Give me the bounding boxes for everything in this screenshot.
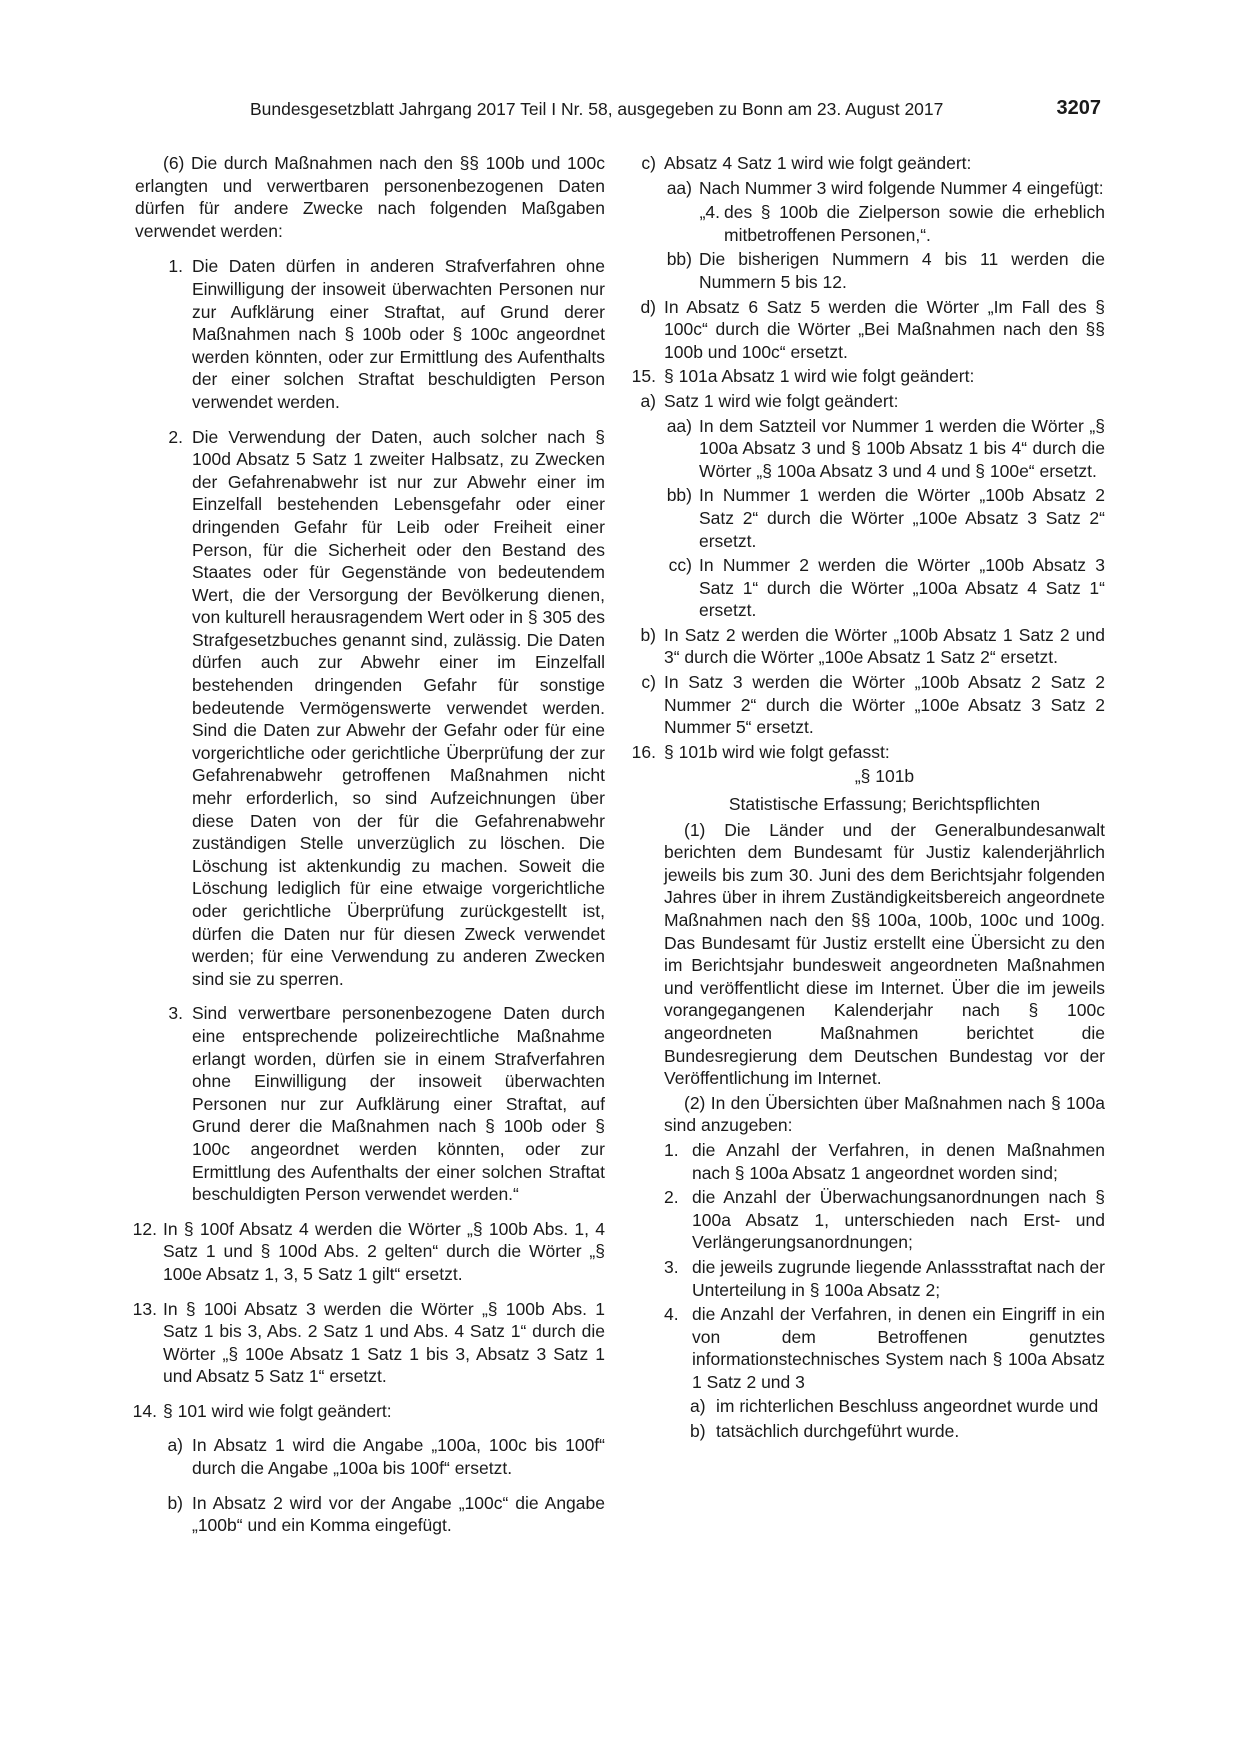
- item-number: cc): [668, 555, 692, 576]
- item-number: 2.: [664, 1187, 679, 1208]
- item-text: In Satz 3 werden die Wörter „100b Absatz 2 Satz 2 Nummer 2“ durch die Wörter „100e Absatz 3 Satz 2 Nummer 5“ ersetzt.: [664, 672, 1105, 738]
- item-number: 4.: [664, 1304, 679, 1325]
- item-text: In § 100f Absatz 4 werden die Wörter „§ 100b Abs. 1, 4 Satz 1 und § 100d Abs. 2 gelten“ durch die Wörter „§ 100e Absatz 1, 3, 5 Satz 1 gilt“ ersetzt.: [163, 1218, 605, 1284]
- item-number: 1.: [168, 256, 183, 277]
- item-number: a): [690, 1396, 706, 1417]
- item-number: 16.: [631, 741, 656, 762]
- item-number: c): [641, 153, 656, 173]
- amendment-14-c: [636, 152, 1105, 175]
- section-heading: „§ 101b: [854, 766, 915, 787]
- list-item: [135, 426, 605, 991]
- item-text: § 101 wird wie folgt geändert:: [163, 1400, 392, 1421]
- section-title: Statistische Erfassung; Berichtspflichten: [728, 794, 1041, 815]
- left-column: [132, 152, 605, 1537]
- item-text: die Anzahl der Verfahren, in denen ein Eingriff in ein von dem Betroffenen genutztes informationstechnisches System nach § 100a Absatz 1 Satz 2 und 3: [692, 1304, 1105, 1392]
- item-text: In Nummer 2 werden die Wörter „100b Absatz 3 Satz 1“ durch die Wörter „100a Absatz 4 Satz 1“ ersetzt.: [699, 555, 1105, 621]
- item-text: In Absatz 2 wird vor der Angabe „100c“ die Angabe „100b“ und ein Komma eingefügt.: [192, 1492, 605, 1536]
- item-text: § 101b wird wie folgt gefasst:: [664, 741, 890, 762]
- item-number: 1.: [664, 1139, 679, 1160]
- item-text: In dem Satzteil vor Nummer 1 werden die Wörter „§ 100a Absatz 3 und § 100b Absatz 1 bis 4“ durch die Wörter „§ 100a Absatz 3 und 4 und § 100e“ ersetzt.: [699, 415, 1105, 481]
- item-text: In Absatz 6 Satz 5 werden die Wörter „Im Fall des § 100c“ durch die Wörter „Bei Maßnahmen nach den §§ 100b und 100c“ ersetzt.: [664, 296, 1105, 362]
- item-number: aa): [666, 177, 692, 198]
- item-text: Sind verwertbare personenbezogene Daten durch eine entsprechende polizeirechtliche Maßnahme erlangt worden, dürfen sie in einem Strafverfahren ohne Einwilligung der insoweit überwachten Personen nur zur Aufklärung einer Straftat, auf Grund derer die Maßnahmen nach § 100b oder § 100c angeordnet werden könnten, oder zur Ermittlung des Aufenthalts der einer solchen Straftat beschuldigten Person verwendet werden.“: [192, 1003, 605, 1205]
- item-text: Die Daten dürfen in anderen Strafverfahren ohne Einwilligung der insoweit überwachten Personen nur zur Aufklärung einer Straftat, auf Grund derer Maßnahmen nach § 100b oder § 100c angeordnet werden könnten, oder zur Ermittlung des Aufenthalts der einer solchen Straftat beschuldigten Person verwendet werden.: [192, 256, 605, 412]
- item-number: 3.: [664, 1256, 679, 1277]
- item-number: b): [167, 1492, 183, 1513]
- item-text: § 101a Absatz 1 wird wie folgt geändert:: [664, 366, 975, 387]
- item-number: bb): [666, 485, 692, 506]
- paragraph-1: (1) Die Länder und der Generalbundesanwalt berichten dem Bundesamt für Justiz kalenderjährlich jeweils bis zum 30. Juni des dem Berichtsjahr folgenden Jahres über in ihrem Zuständigkeitsbereich angeordnete Maßnahmen nach den §§ 100a, 100b, 100c und 100g. Das Bundesamt für Justiz erstellt eine Übersicht zu den im Berichtsjahr bundesweit angeordneten Maßnahmen und veröffentlicht diese im Internet. Über die im jeweils vorangegangenen Kalenderjahr nach § 100c angeordneten Maßnahmen berichtet die Bundesregierung dem Deutschen Bundestag vor der Veröffentlichung im Internet.: [664, 819, 1105, 1089]
- item-number: c): [641, 672, 656, 693]
- list-item: [664, 1256, 1105, 1301]
- item-number: „4.: [699, 202, 720, 223]
- sub-item: [664, 1395, 1105, 1418]
- gazette-title: Bundesgesetzblatt Jahrgang 2017 Teil I Nr. 58, ausgegeben zu Bonn am 23. August 2017: [250, 99, 944, 119]
- item-number: 2.: [168, 426, 183, 447]
- paragraph-6: (6) Die durch Maßnahmen nach den §§ 100b und 100c erlangten und verwertbaren personenbezogenen Daten dürfen für andere Zwecke nach folgenden Maßgaben verwendet werden:: [135, 153, 605, 241]
- amendment-15-a-aa: [636, 415, 1105, 483]
- amendment-15-b: [636, 624, 1105, 669]
- item-number: a): [640, 390, 656, 411]
- amendment-14-c-aa: [636, 177, 1105, 200]
- inserted-number-4: [636, 201, 1105, 246]
- amendment-13: [132, 1298, 605, 1388]
- amendment-15-c: [636, 671, 1105, 739]
- item-text: die jeweils zugrunde liegende Anlassstraftat nach der Unterteilung in § 100a Absatz 2;: [692, 1256, 1105, 1300]
- right-column: [631, 152, 1105, 1443]
- item-text: Absatz 4 Satz 1 wird wie folgt geändert:: [664, 153, 972, 173]
- amendment-14: [132, 1400, 605, 1423]
- item-number: b): [690, 1421, 706, 1442]
- amendment-14-a: [135, 1434, 605, 1479]
- item-number: a): [167, 1435, 183, 1456]
- amendment-15-a-bb: [636, 484, 1105, 552]
- item-number: 3.: [168, 1003, 183, 1024]
- paragraph-2: (2) In den Übersichten über Maßnahmen nach § 100a sind anzugeben:: [664, 1092, 1105, 1136]
- item-number: aa): [666, 415, 692, 436]
- list-item: [664, 1139, 1105, 1184]
- sub-item: [664, 1420, 1105, 1443]
- amendment-14-d: [636, 296, 1105, 364]
- amendment-14-c-bb: [636, 248, 1105, 293]
- amendment-14-b: [135, 1492, 605, 1537]
- list-item: [135, 255, 605, 413]
- item-text: Nach Nummer 3 wird folgende Nummer 4 eingefügt:: [699, 177, 1104, 198]
- page-number: 3207: [1056, 97, 1101, 119]
- item-text: In Nummer 1 werden die Wörter „100b Absatz 2 Satz 2“ durch die Wörter „100e Absatz 3 Satz 2“ ersetzt.: [699, 485, 1105, 551]
- item-text: In § 100i Absatz 3 werden die Wörter „§ 100b Abs. 1 Satz 1 bis 3, Abs. 2 Satz 1 und Abs. 4 Satz 1“ durch die Wörter „§ 100e Absatz 1 Satz 1 bis 3, Absatz 3 Satz 1 und Absatz 5 Satz 1“ ersetzt.: [163, 1298, 605, 1387]
- item-number: 15.: [631, 366, 656, 387]
- item-text: Satz 1 wird wie folgt geändert:: [664, 390, 899, 411]
- list-item: [664, 1303, 1105, 1393]
- item-number: d): [640, 296, 656, 317]
- amendment-15-a-cc: [636, 554, 1105, 622]
- item-number: b): [640, 624, 656, 645]
- item-text: des § 100b die Zielperson sowie die erheblich mitbetroffenen Personen,“.: [724, 202, 1105, 245]
- item-text: Die Verwendung der Daten, auch solcher nach § 100d Absatz 5 Satz 1 zweiter Halbsatz, zu Zwecken der Gefahrenabwehr ist nur zur Abwehr einer im Einzelfall bestehenden Lebensgefahr oder einer dringenden Gefahr für Leib oder Freiheit einer Person, für die Sicherheit oder den Bestand des Staates oder für Gegenstände von bedeutendem Wert, die der Versorgung der Bevölkerung dienen, von kulturell herausragendem Wert oder in § 305 des Strafgesetzbuches genannt sind, zulässig. Die Daten dürfen auch zur Abwehr einer im Einzelfall bestehenden dringenden Gefahr für sonstige bedeutende Vermögenswerte verwendet werden. Sind die Daten zur Abwehr der Gefahr oder für eine vorgerichtliche oder gerichtliche Überprüfung der zur Gefahrenabwehr getroffenen Maßnahmen nicht mehr erforderlich, so sind Aufzeichnungen über diese Daten von der für die Gefahrenabwehr zuständigen Stelle unverzüglich zu löschen. Die Löschung ist aktenkundig zu machen. Soweit die Löschung lediglich für eine etwaige vorgerichtliche oder gerichtliche Überprüfung zurückgestellt ist, dürfen die Daten nur für diesen Zweck verwendet werden; für eine Verwendung zu anderen Zwecken sind sie zu sperren.: [192, 426, 605, 989]
- amendment-12: [132, 1218, 605, 1286]
- new-section-101b: [636, 765, 1105, 1442]
- item-text: In Absatz 1 wird die Angabe „100a, 100c bis 100f“ durch die Angabe „100a bis 100f“ ersetzt.: [192, 1435, 605, 1479]
- amendment-15: [631, 365, 1105, 388]
- item-text: Die bisherigen Nummern 4 bis 11 werden die Nummern 5 bis 12.: [699, 249, 1105, 292]
- list-item: [135, 1002, 605, 1205]
- item-text: die Anzahl der Verfahren, in denen Maßnahmen nach § 100a Absatz 1 angeordnet worden sind;: [692, 1139, 1105, 1183]
- item-text: tatsächlich durchgeführt wurde.: [716, 1421, 960, 1442]
- item-text: In Satz 2 werden die Wörter „100b Absatz 1 Satz 2 und 3“ durch die Wörter „100e Absatz 1 Satz 2“ ersetzt.: [664, 624, 1105, 668]
- amendment-15-a: [636, 390, 1105, 413]
- item-number: bb): [666, 249, 692, 270]
- item-number: 14.: [132, 1400, 157, 1421]
- amendment-16: [631, 741, 1105, 764]
- item-text: die Anzahl der Überwachungsanordnungen nach § 100a Absatz 1, unterschieden nach Erst- und Verlängerungsanordnungen;: [692, 1187, 1105, 1253]
- item-text: im richterlichen Beschluss angeordnet wurde und: [716, 1396, 1099, 1417]
- list-item: [664, 1186, 1105, 1254]
- item-number: 12.: [132, 1218, 157, 1239]
- item-number: 13.: [132, 1298, 157, 1319]
- page-header: [0, 99, 1241, 125]
